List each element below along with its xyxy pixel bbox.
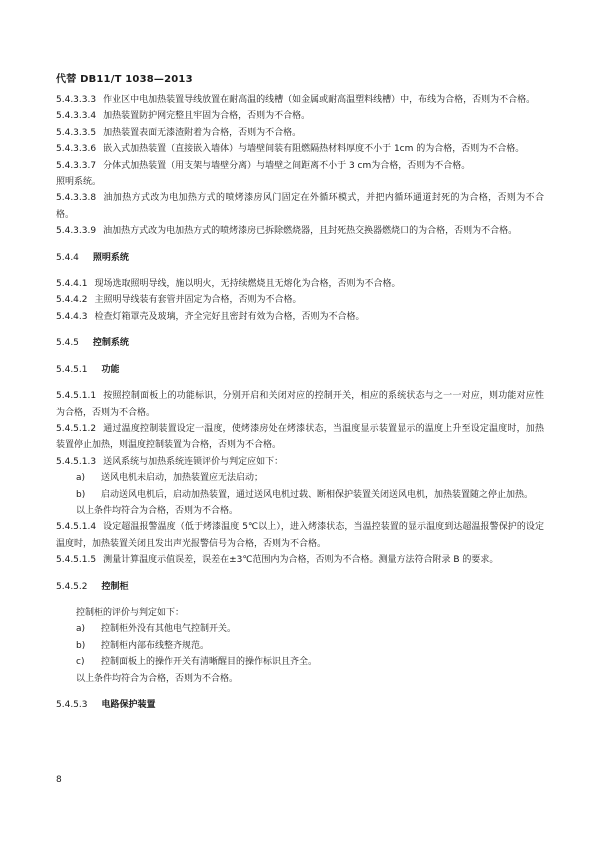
list-marker: a) xyxy=(76,473,86,484)
clause-text: 送风系统与加热系统连锁评价与判定应如下： xyxy=(103,456,284,467)
clause-number: 5.4.3.3.7 xyxy=(56,160,97,171)
clause-5-4-3-3-6 xyxy=(56,141,544,157)
section-title: 照明系统 xyxy=(92,252,129,263)
list-item-a xyxy=(56,621,544,637)
section-title: 控制柜 xyxy=(101,581,129,592)
clause-5-4-5-1-1 xyxy=(56,388,544,421)
section-number: 5.4.5 xyxy=(56,338,79,349)
section-heading-control xyxy=(56,335,544,351)
clause-5-4-5-1-5 xyxy=(56,552,544,568)
clause-number: 5.4.3.3.4 xyxy=(56,111,97,122)
clause-text: 油加热方式改为电加热方式的喷烤漆房已拆除燃烧器，且封死热交换器燃烧口的为合格，否则为不合格。 xyxy=(103,226,518,237)
list-marker: b) xyxy=(76,640,86,651)
clause-number: 5.4.4.3 xyxy=(56,311,88,322)
clause-text: 加热装置表面无漆渣附着为合格，否则为不合格。 xyxy=(103,127,302,138)
clause-5-4-4-2 xyxy=(56,292,544,308)
cabinet-intro: 控制柜的评价与判定如下： xyxy=(76,607,185,618)
clause-5-4-5-1-2 xyxy=(56,421,544,454)
list-text: 送风电机未启动，加热装置应无法启动； xyxy=(101,473,264,484)
clause-text: 检查灯箱罩壳及玻璃，齐全完好且密封有效为合格，否则为不合格。 xyxy=(94,311,365,322)
section-title: 控制系统 xyxy=(92,338,129,349)
clause-text: 嵌入式加热装置（直接嵌入墙体）与墙壁间装有阻燃隔热材料厚度不小于 1cm 的为合格，否则为不合格。 xyxy=(103,144,525,155)
clause-number: 5.4.4.1 xyxy=(56,279,88,290)
document-body xyxy=(56,92,544,713)
clause-text: 通过温度控制装置设定一温度，使烤漆房处在烤漆状态，当温度显示装置显示的温度上升至设定温度时，加热装置停止加热，则温度控制装置为合格，否则为不合格。 xyxy=(56,423,544,451)
clause-text: 主照明导线装有套管并固定为合格，否则为不合格。 xyxy=(94,295,302,306)
clause-number: 5.4.5.1.2 xyxy=(56,423,97,434)
clause-number: 5.4.4.2 xyxy=(56,295,88,306)
clause-number: 5.4.5.1.3 xyxy=(56,456,97,467)
clause-5-4-5-1-4 xyxy=(56,519,544,552)
clause-number: 5.4.5.1.1 xyxy=(56,391,97,402)
list-item-b xyxy=(56,638,544,654)
clause-5-4-3-3-5 xyxy=(56,125,544,141)
clause-number: 5.4.3.3.8 xyxy=(56,193,97,204)
section-heading-cabinet xyxy=(56,579,544,595)
section-number: 5.4.5.2 xyxy=(56,581,88,592)
conclusion-text: 以上条件均符合为合格，否则为不合格。 xyxy=(76,505,239,516)
list-marker: a) xyxy=(76,624,86,635)
stray-text-line: 照明系统。 xyxy=(56,177,102,188)
clause-text: 设定超温报警温度（低于烤漆温度 5℃以上），进入烤漆状态，当温控装置的显示温度到达超温报警保护的设定温度时，加热装置关闭且发出声光报警信号为合格，否则为不合格。 xyxy=(56,522,544,549)
page-number: 8 xyxy=(56,775,62,785)
clause-number: 5.4.3.3.3 xyxy=(56,95,97,105)
section-heading-protection xyxy=(56,697,544,713)
list-text: 控制面板上的操作开关有清晰醒目的操作标识且齐全。 xyxy=(101,657,318,668)
clause-number: 5.4.3.3.6 xyxy=(56,144,97,155)
clause-5-4-3-3-4 xyxy=(56,108,544,124)
list-item-a xyxy=(56,470,544,486)
list-item-c xyxy=(56,654,544,670)
clause-number: 5.4.5.1.4 xyxy=(56,522,97,533)
clause-5-4-3-3-9 xyxy=(56,223,544,239)
clause-5-4-3-3-3 xyxy=(56,92,544,108)
clause-text: 按照控制面板上的功能标识，分别开启和关闭对应的控制开关，相应的系统状态与之一一对应，则功能对应性为合格，否则为不合格。 xyxy=(56,391,544,418)
clause-5-4-5-1-3 xyxy=(56,454,544,470)
clause-number: 5.4.3.3.5 xyxy=(56,127,97,138)
list-text: 控制柜内部布线整齐规范。 xyxy=(101,640,210,651)
conclusion-text: 以上条件均符合为合格，否则为不合格。 xyxy=(76,673,239,684)
clause-5-4-4-1 xyxy=(56,276,544,292)
list-text: 启动送风电机后，启动加热装置，通过送风电机过载、断相保护装置关闭送风电机，加热装置随之停止加热。 xyxy=(101,489,534,500)
clause-number: 5.4.5.1.5 xyxy=(56,555,97,566)
section-title: 电路保护装置 xyxy=(101,700,156,710)
clause-text: 测量计算温度示值误差，误差在±3℃范围内为合格，否则为不合格。测量方法符合附录 B 的要求。 xyxy=(103,555,499,566)
list-marker: b) xyxy=(76,489,86,500)
list-item-b xyxy=(56,487,544,503)
section-heading-function xyxy=(56,362,544,378)
clause-number: 5.4.3.3.9 xyxy=(56,226,97,237)
clause-5-4-3-3-8 xyxy=(56,190,544,223)
list-marker: c) xyxy=(76,657,85,668)
clause-5-4-4-3 xyxy=(56,309,544,325)
section-title: 功能 xyxy=(101,364,120,375)
section-number: 5.4.4 xyxy=(56,252,79,263)
clause-text: 现场选取照明导线，施以明火，无持续燃烧且无熔化为合格，否则为不合格。 xyxy=(94,279,401,290)
clause-text: 油加热方式改为电加热方式的喷烤漆房风门固定在外循环模式，并把内循环通道封死的为合格，否则为不合格。 xyxy=(56,193,544,220)
section-heading-lighting xyxy=(56,250,544,266)
clause-text: 加热装置防护网完整且牢固为合格，否则为不合格。 xyxy=(103,111,311,122)
list-text: 控制柜外没有其他电气控制开关。 xyxy=(101,624,237,635)
clause-text: 作业区中电加热装置导线放置在耐高温的线槽（如金属或耐高温塑料线槽）中，布线为合格，否则为不合格。 xyxy=(103,95,536,105)
section-number: 5.4.5.1 xyxy=(56,364,88,375)
clause-5-4-3-3-7 xyxy=(56,158,544,174)
clause-text: 分体式加热装置（用支架与墙壁分离）与墙壁之间距离不小于 3 cm为合格，否则为不合格。 xyxy=(103,160,471,171)
section-number: 5.4.5.3 xyxy=(56,700,88,710)
document-code-header: 代替 DB11/T 1038—2013 xyxy=(56,74,193,85)
